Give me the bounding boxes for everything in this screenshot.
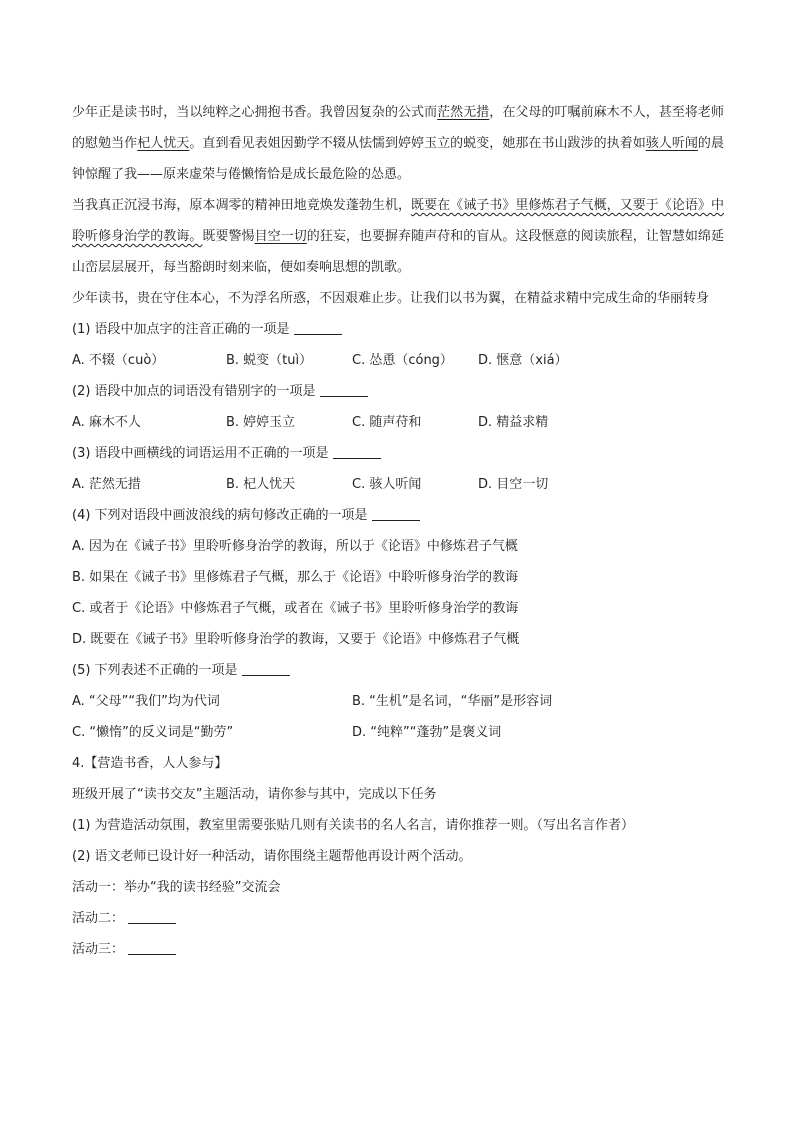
option[interactable]: A. 不辍（cuò）	[72, 353, 165, 368]
option-row	[72, 407, 724, 438]
passage-text: 少年正是读书时，当以纯粹之心拥抱书香。我曾因复杂的公式而	[72, 105, 438, 120]
question-stem	[72, 500, 724, 531]
option-row	[72, 593, 724, 624]
passage-text: 既要警惕	[202, 229, 255, 244]
question-list	[72, 314, 724, 748]
passage-text: 当我真正沉浸书海，原本凋零的精神田地竟焕发蓬勃生机，	[72, 198, 412, 213]
question-stem-text: (5) 下列表述不正确的一项是	[72, 663, 238, 678]
question-stem	[72, 376, 724, 407]
question-stem-text: (2) 语段中加点的词语没有错别字的一项是	[72, 384, 316, 399]
answer-blank[interactable]	[128, 908, 176, 924]
option[interactable]: C. 或者于《论语》中修炼君子气概，或者在《诫子书》里聆听修身治学的教诲	[72, 601, 519, 616]
passage-paragraph-1	[72, 97, 724, 190]
answer-blank[interactable]	[320, 381, 368, 397]
wavy-underlined-sentence: 既要在《诫子书》里修炼君子气概，又要于《论语》中聆听修身治学的教诲。	[72, 198, 724, 244]
option-row	[72, 345, 724, 376]
passage-text: 的狂妄，也要摒弃随声苻和的盲从。这段惬意的阅读旅程，让智慧如绵延山峦层层展开，每当豁朗时刻来临，便如奏响思想的凯歌。	[72, 229, 724, 275]
option[interactable]: C. 骇人听闻	[352, 477, 422, 492]
underlined-phrase: 骇人听闻	[645, 136, 698, 151]
answer-blank[interactable]	[333, 443, 381, 459]
question-stem	[72, 655, 724, 686]
answer-blank[interactable]	[128, 939, 176, 955]
underlined-phrase: 茫然无措	[437, 105, 490, 120]
option[interactable]: B. “生机”是名词，“华丽”是形容词	[352, 694, 553, 709]
underlined-phrase: 目空一切	[254, 229, 307, 244]
option-row	[72, 686, 724, 717]
option[interactable]: C. 随声苻和	[352, 415, 422, 430]
option-row	[72, 531, 724, 562]
answer-blank[interactable]	[242, 660, 290, 676]
exam-content	[72, 97, 724, 965]
question-stem	[72, 438, 724, 469]
passage-text: 的晨钟惊醒了我——原来虚荣与倦懒惰恰是成长最危险的怂恿。	[72, 136, 724, 182]
option[interactable]: D. 目空一切	[478, 477, 549, 492]
question-stem-text: (4) 下列对语段中画波浪线的病句修改正确的一项是	[72, 508, 368, 523]
activity-2	[72, 903, 724, 934]
task-1: (1) 为营造活动氛围，教室里需要张贴几则有关读书的名人名言，请你推荐一则。（写出名言作者）	[72, 818, 635, 833]
option-row	[72, 624, 724, 655]
option[interactable]: D. 精益求精	[478, 415, 549, 430]
passage-paragraph-3: 少年读书，贵在守住本心，不为浮名所惑，不因艰难止步。让我们以书为翼，在精益求精中完成生命的华丽转身	[72, 291, 710, 306]
answer-blank[interactable]	[294, 319, 342, 335]
passage-text: 。直到看见表姐因勤学不辍从怯懦到婷婷玉立的蜕变，她那在书山跋涉的执着如	[189, 136, 646, 151]
option[interactable]: A. 麻木不人	[72, 415, 141, 430]
activity-2-label: 活动二：	[72, 911, 125, 926]
activity-1: 活动一：举办“我的读书经验”交流会	[72, 880, 281, 895]
section-4-intro: 班级开展了“读书交友”主题活动，请你参与其中，完成以下任务	[72, 787, 437, 802]
option[interactable]: B. 蜕变（tuì）	[226, 353, 313, 368]
task-2: (2) 语文老师已设计好一种活动，请你围绕主题帮他再设计两个活动。	[72, 849, 472, 864]
option[interactable]: A. 因为在《诫子书》里聆听修身治学的教诲，所以于《论语》中修炼君子气概	[72, 539, 518, 554]
question-stem-text: (1) 语段中加点字的注音正确的一项是	[72, 322, 290, 337]
question-stem-text: (3) 语段中画横线的词语运用不正确的一项是	[72, 446, 329, 461]
answer-blank[interactable]	[372, 505, 420, 521]
activity-3-label: 活动三：	[72, 942, 125, 957]
option[interactable]: D. “纯粹”“蓬勃”是褒义词	[352, 725, 502, 740]
option[interactable]: D. 惬意（xiá）	[478, 353, 568, 368]
option[interactable]: D. 既要在《诫子书》里聆听修身治学的教诲，又要于《论语》中修炼君子气概	[72, 632, 520, 647]
option[interactable]: A. 茫然无措	[72, 477, 141, 492]
option[interactable]: C. “懒惰”的反义词是“勤劳”	[72, 725, 234, 740]
option[interactable]: B. 杞人忧天	[226, 477, 296, 492]
option[interactable]: B. 如果在《诫子书》里修炼君子气概，那么于《论语》中聆听修身治学的教诲	[72, 570, 519, 585]
passage-text: ，在父母的叮嘱前麻木不人，甚至将老师的慰勉当作	[72, 105, 724, 151]
section-4-heading: 4.【营造书香，人人参与】	[72, 756, 228, 771]
passage-paragraph-2	[72, 190, 724, 283]
underlined-phrase: 杞人忧天	[137, 136, 190, 151]
option-row	[72, 562, 724, 593]
option-row	[72, 469, 724, 500]
section-4	[72, 748, 724, 965]
question-stem	[72, 314, 724, 345]
activity-3	[72, 934, 724, 965]
option[interactable]: A. “父母”“我们”均为代词	[72, 694, 220, 709]
option[interactable]: B. 婷婷玉立	[226, 415, 296, 430]
option-row	[72, 717, 724, 748]
option[interactable]: C. 怂恿（cóng）	[352, 353, 453, 368]
